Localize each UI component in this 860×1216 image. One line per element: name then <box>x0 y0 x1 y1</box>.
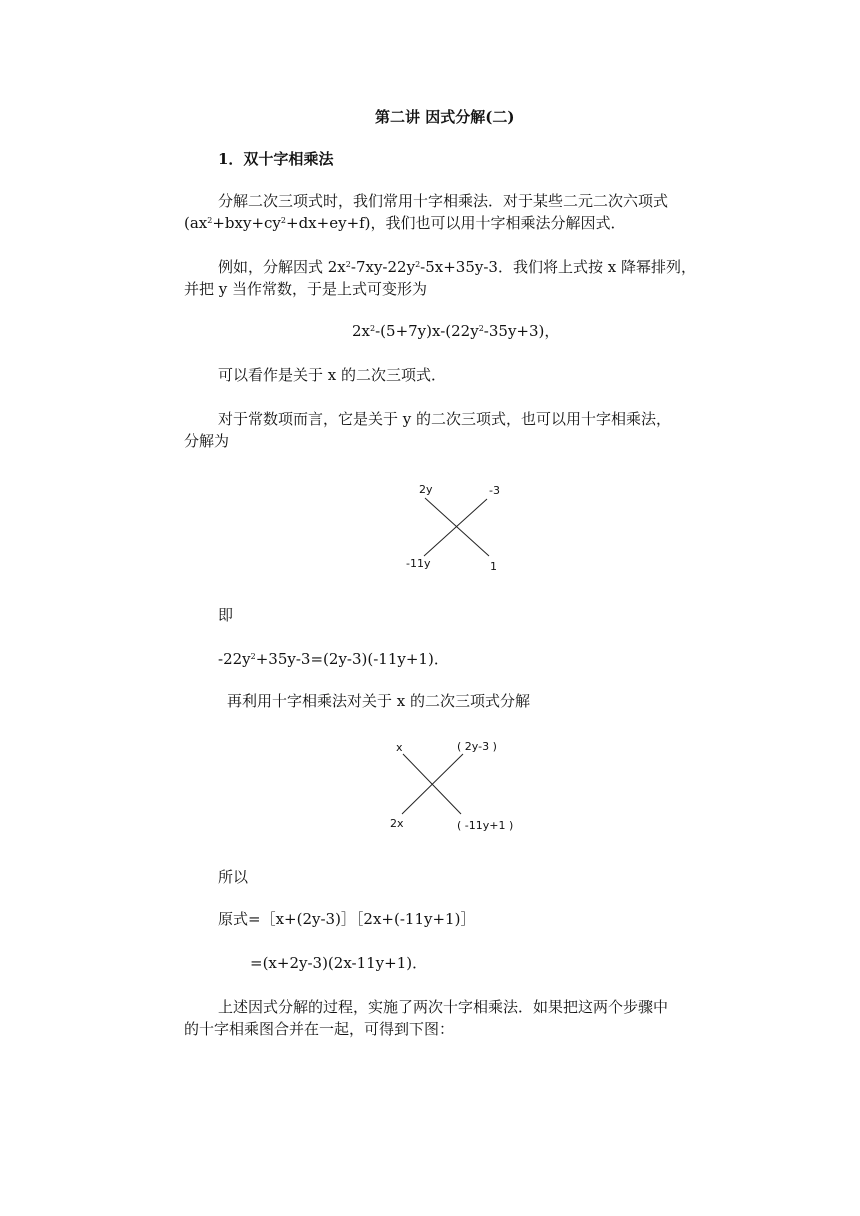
paragraph-1-line-1: 分解二次三项式时，我们常用十字相乘法．对于某些二元二次六项式 <box>218 192 669 210</box>
cross1-top-left-label: 2y <box>419 483 433 496</box>
paragraph-2-line-1: 例如，分解因式 $2x^2-7xy-22y^2-5x+35y-3$．我们将上式按 x 降幂排列， <box>218 258 696 276</box>
formula-1: $2x^2-(5+7y)x-(22y^2-35y+3)$， <box>352 322 560 340</box>
result-line-2: =(x+2y-3)(2x-11y+1)． <box>250 954 428 972</box>
cross2-top-left-label: x <box>396 741 403 754</box>
cross2-top-right-label: ( 2y-3 ) <box>457 740 497 753</box>
paragraph-4-line-1: 对于常数项而言，它是关于 y 的二次三项式，也可以用十字相乘法， <box>218 410 672 428</box>
suoyi-text: 所以 <box>218 868 249 886</box>
cross-diagram-2 <box>388 736 538 836</box>
section-heading: 1．双十字相乘法 <box>218 150 334 168</box>
paragraph-3: 可以看作是关于 x 的二次三项式． <box>218 366 446 384</box>
cross1-bottom-left-label: -11y <box>406 557 431 570</box>
cross1-bottom-right-label: 1 <box>490 560 497 573</box>
paragraph-6-line-2: 的十字相乘图合并在一起，可得到下图： <box>184 1020 455 1038</box>
ji-text: 即 <box>218 606 234 624</box>
paragraph-2-line-2: 并把 y 当作常数，于是上式可变形为 <box>184 280 428 298</box>
paragraph-4-line-2: 分解为 <box>184 432 230 450</box>
cross1-top-right-label: -3 <box>489 484 500 497</box>
cross-diagram-1 <box>400 478 510 578</box>
page-title: 第二讲 因式分解(二) <box>375 108 515 126</box>
paragraph-1-line-2: $(ax^2+bxy+cy^2+dx+ey+f)$，我们也可以用十字相乘法分解因式． <box>184 214 626 232</box>
formula-2: $-22y^2+35y-3=(2y-3)(-11y+1)$． <box>218 650 449 668</box>
paragraph-6-line-1: 上述因式分解的过程，实施了两次十字相乘法．如果把这两个步骤中 <box>218 998 669 1016</box>
cross2-bottom-left-label: 2x <box>390 817 404 830</box>
paragraph-5: 再利用十字相乘法对关于 x 的二次三项式分解 <box>227 692 530 710</box>
cross2-bottom-right-label: ( -11y+1 ) <box>457 819 514 832</box>
result-line-1: 原式=［x+(2y-3)］［2x+(-11y+1)］ <box>218 910 476 928</box>
